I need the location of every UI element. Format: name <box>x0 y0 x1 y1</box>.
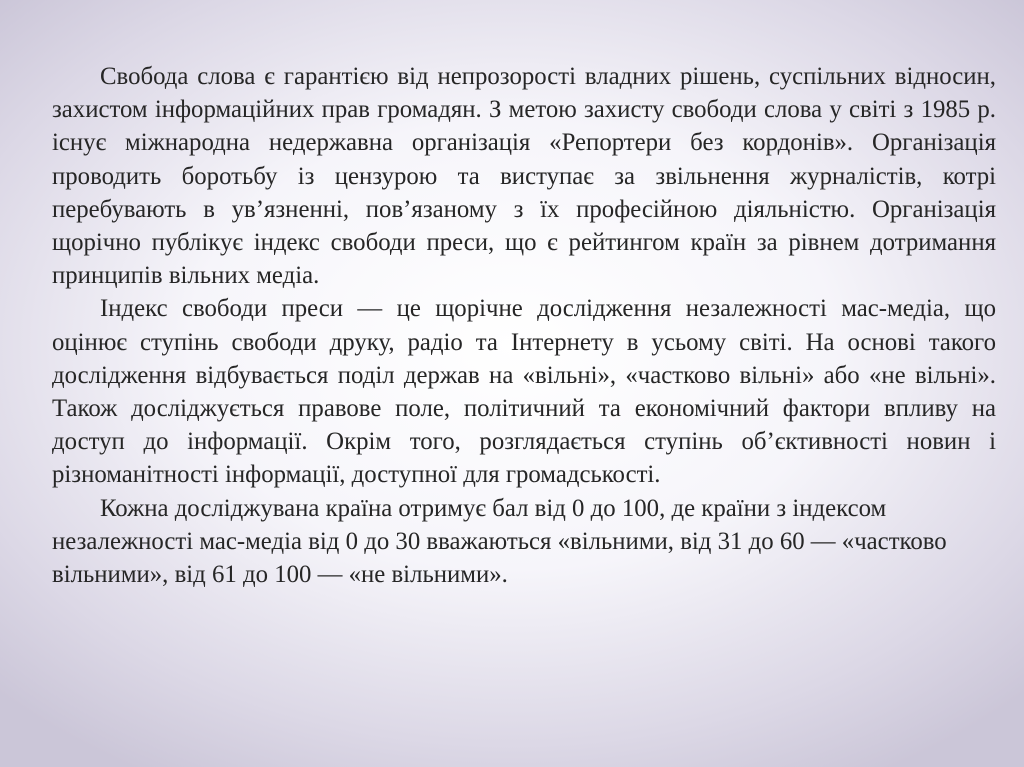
paragraph-freedom-of-speech: Свобода слова є гарантією від непрозорості владних рішень, суспільних відносин, захистом інформаційних прав громадян. З метою захисту свободи слова у світі з 1985 р. існує міжнародна недержавна організація «Репортери без кордонів». Організація проводить боротьбу із цензурою та виступає за звільнення журналістів, котрі перебувають в ув’язненні, пов’язаному з їх професійною діяльністю. Організація щорічно публікує індекс свободи преси, що є рейтингом країн за рівнем дотримання принципів вільних медіа. <box>52 63 996 290</box>
paragraph-scoring: Кожна досліджувана країна отримує бал від 0 до 100, де країни з індексом незалежності мас-медіа від 0 до 30 вважаються «вільними, від 31 до 60 — «частково вільними», від 61 до 100 — «не вільними». <box>52 494 947 589</box>
slide-text-block <box>52 60 996 591</box>
paragraph-press-freedom-index: Індекс свободи преси — це щорічне дослідження незалежності мас-медіа, що оцінює ступінь свободи друку, радіо та Інтернету в усьому світі. На основі такого дослідження відбувається поділ держав на «вільні», «частково вільні» або «не вільні». Також досліджується правове поле, політичний та економічний фактори впливу на доступ до інформації. Окрім того, розглядається ступінь об’єктивності новин і різноманітності інформації, доступної для громадськості. <box>52 295 996 489</box>
